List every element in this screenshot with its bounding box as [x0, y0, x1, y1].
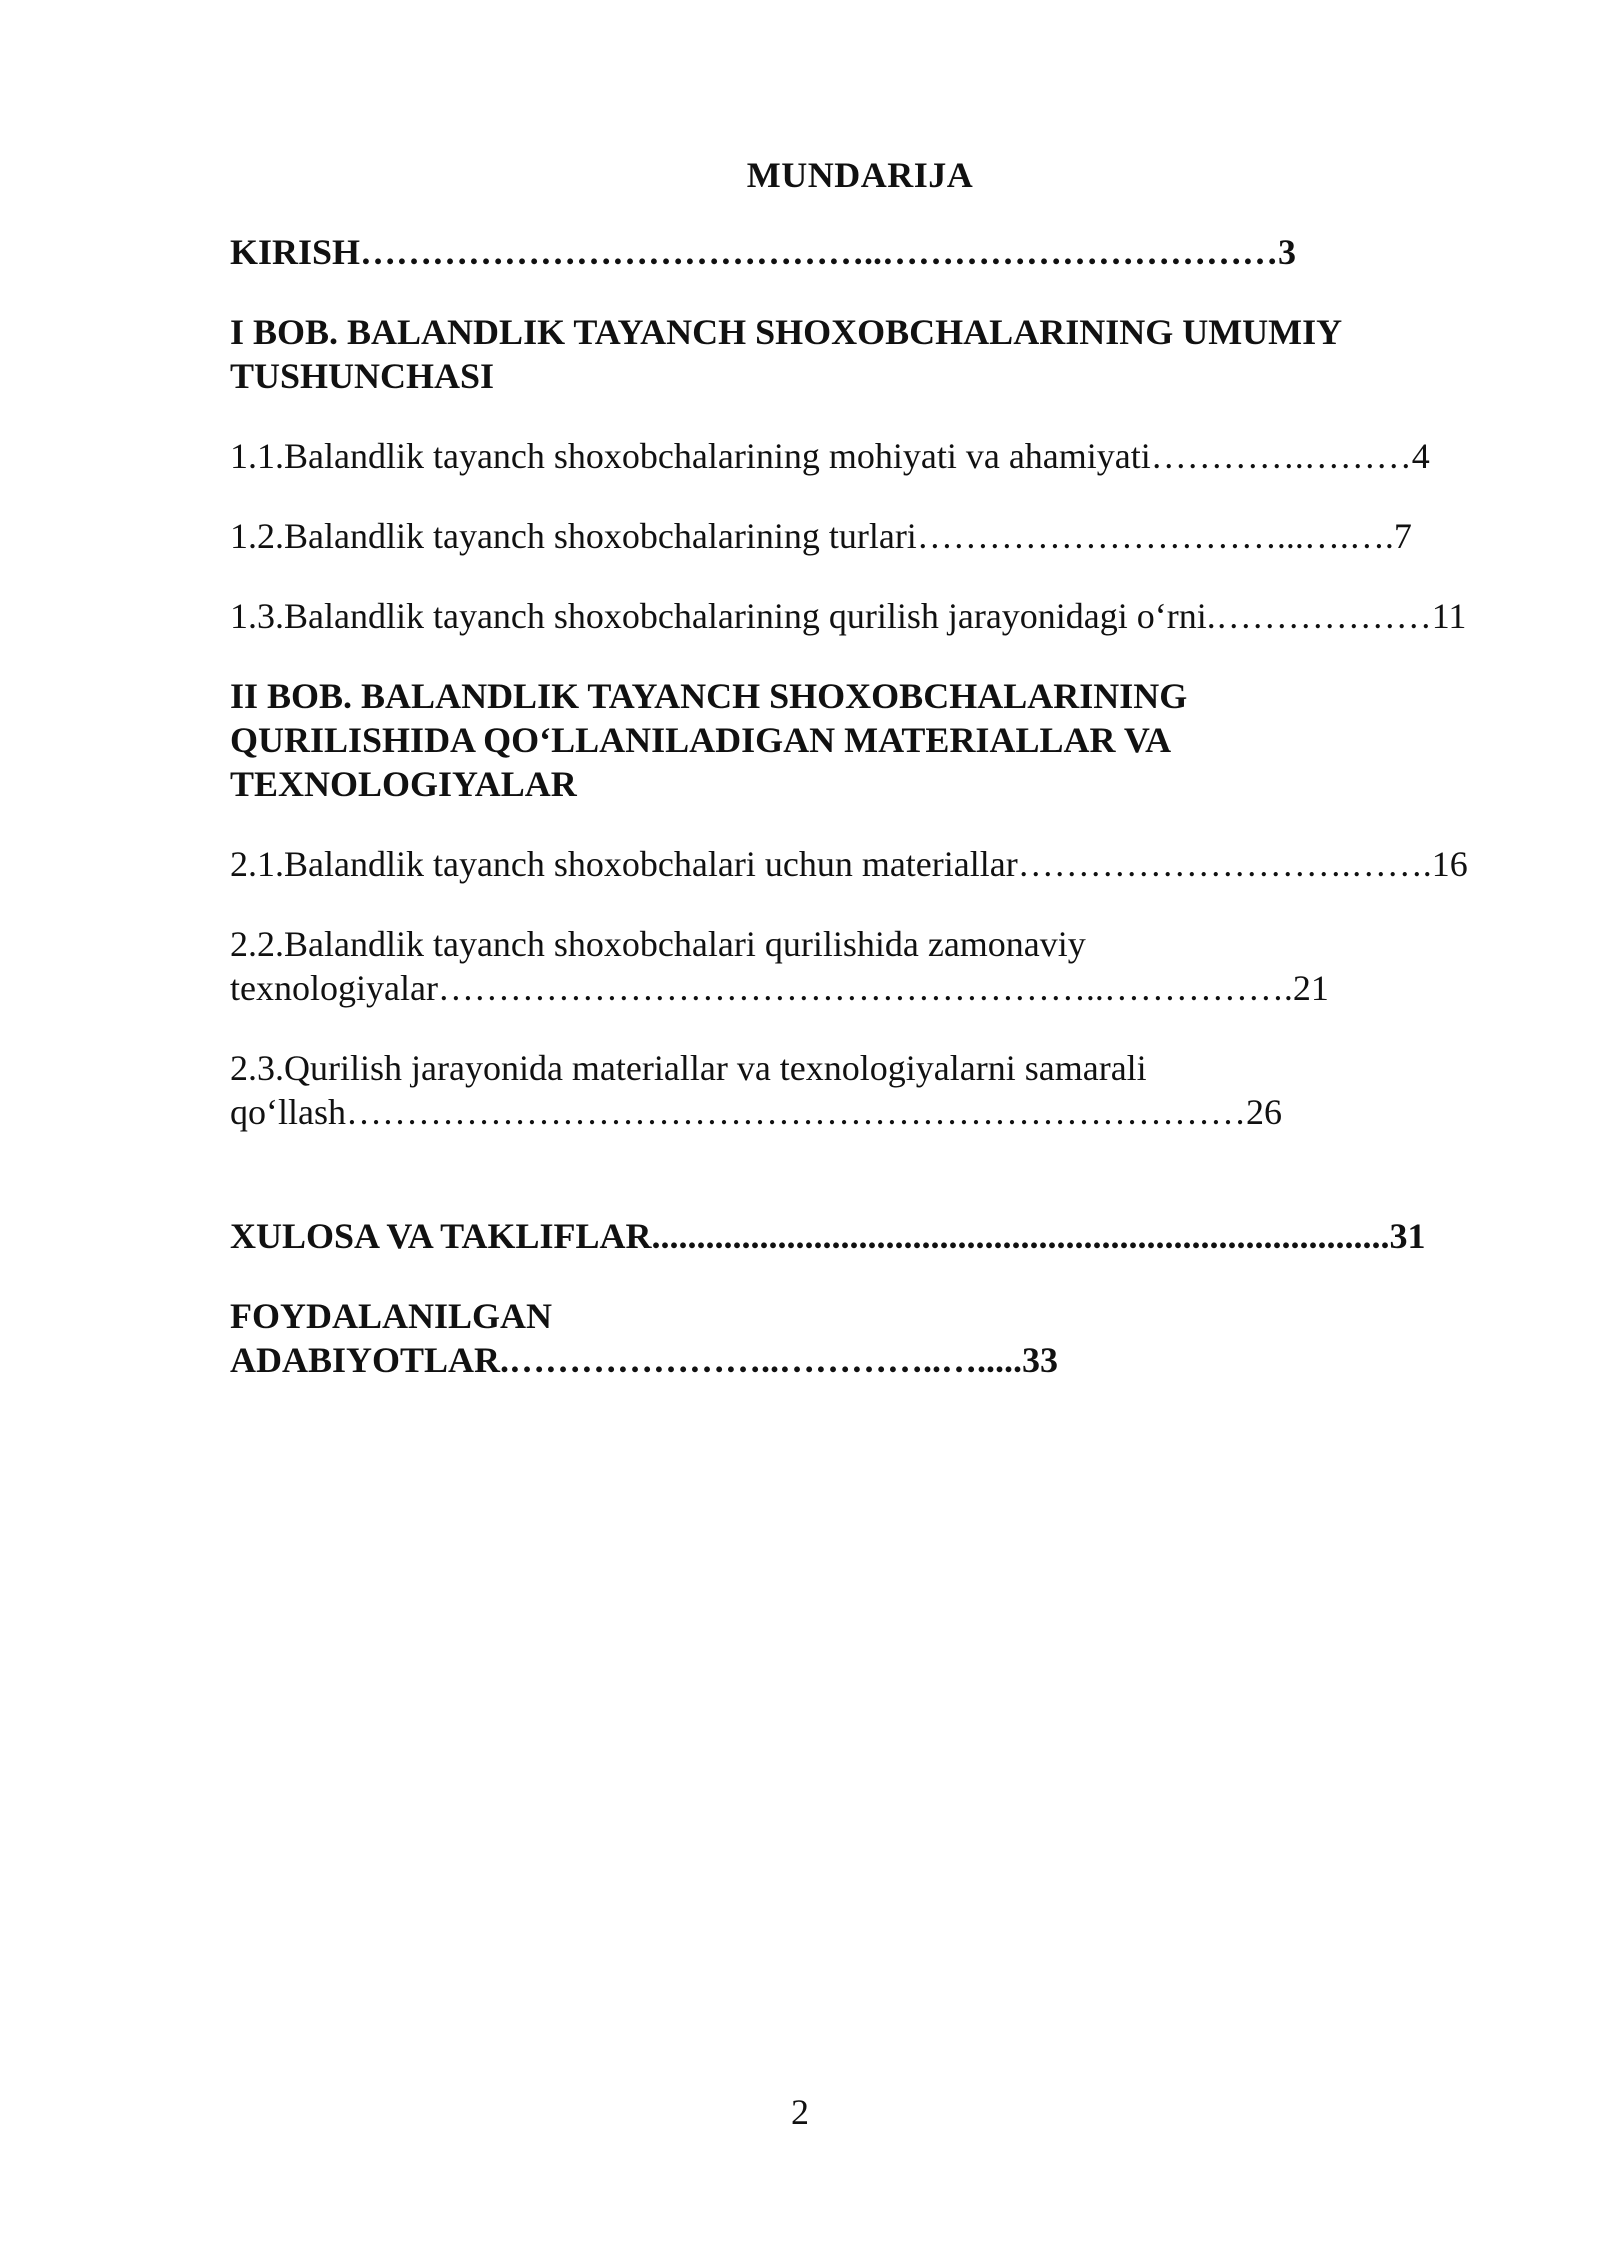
toc-chapter-1	[230, 310, 1490, 398]
toc-entry-2-2	[230, 922, 1490, 1010]
toc-entry-2-3-line-2: qo‘llash…………………………………………………………………26	[230, 1092, 1282, 1132]
toc-entry-xulosa: XULOSA VA TAKLIFLAR..................................................................................31	[230, 1216, 1426, 1256]
toc-entry-foydalanilgan-line-2: ADABIYOTLAR.…………………..…………..….....33	[230, 1340, 1059, 1380]
toc-entry-1-3: 1.3.Balandlik tayanch shoxobchalarining qurilish jarayonidagi o‘rni.………………11	[230, 596, 1467, 636]
chapter-1-title-line-1: I BOB. BALANDLIK TAYANCH SHOXOBCHALARINING UMUMIY	[230, 312, 1343, 352]
toc-entry-2-1: 2.1.Balandlik tayanch shoxobchalari uchun materiallar……………………….…….16	[230, 844, 1468, 884]
toc-entry-kirish: KIRISH……………………………………..……………………………3	[230, 232, 1297, 272]
toc-entry-1-1: 1.1.Balandlik tayanch shoxobchalarining mohiyati va ahamiyati………….………4	[230, 436, 1430, 476]
chapter-2-title-line-1: II BOB. BALANDLIK TAYANCH SHOXOBCHALARINING	[230, 676, 1188, 716]
toc-entry-2-2-line-1: 2.2.Balandlik tayanch shoxobchalari qurilishida zamonaviy	[230, 924, 1086, 964]
toc-entry-2-2-line-2: texnologiyalar………………………………………………..…………….21	[230, 968, 1329, 1008]
toc-entry-foydalanilgan	[230, 1294, 1490, 1382]
chapter-1-title-line-2: TUSHUNCHASI	[230, 356, 495, 396]
toc-title: MUNDARIJA	[746, 155, 974, 195]
toc-entry-foydalanilgan-line-1: FOYDALANILGAN	[230, 1296, 553, 1336]
chapter-2-title-line-2: QURILISHIDA QO‘LLANILADIGAN MATERIALLAR VA	[230, 720, 1172, 760]
toc-entry-2-3	[230, 1046, 1490, 1134]
table-of-contents	[230, 150, 1490, 1382]
toc-chapter-2	[230, 674, 1490, 806]
toc-entry-2-3-line-1: 2.3.Qurilish jarayonida materiallar va texnologiyalarni samarali	[230, 1048, 1147, 1088]
chapter-2-title-line-3: TEXNOLOGIYALAR	[230, 764, 577, 804]
page-number: 2	[791, 2092, 809, 2132]
toc-entry-1-2: 1.2.Balandlik tayanch shoxobchalarining turlari…………………………...….….7	[230, 516, 1412, 556]
